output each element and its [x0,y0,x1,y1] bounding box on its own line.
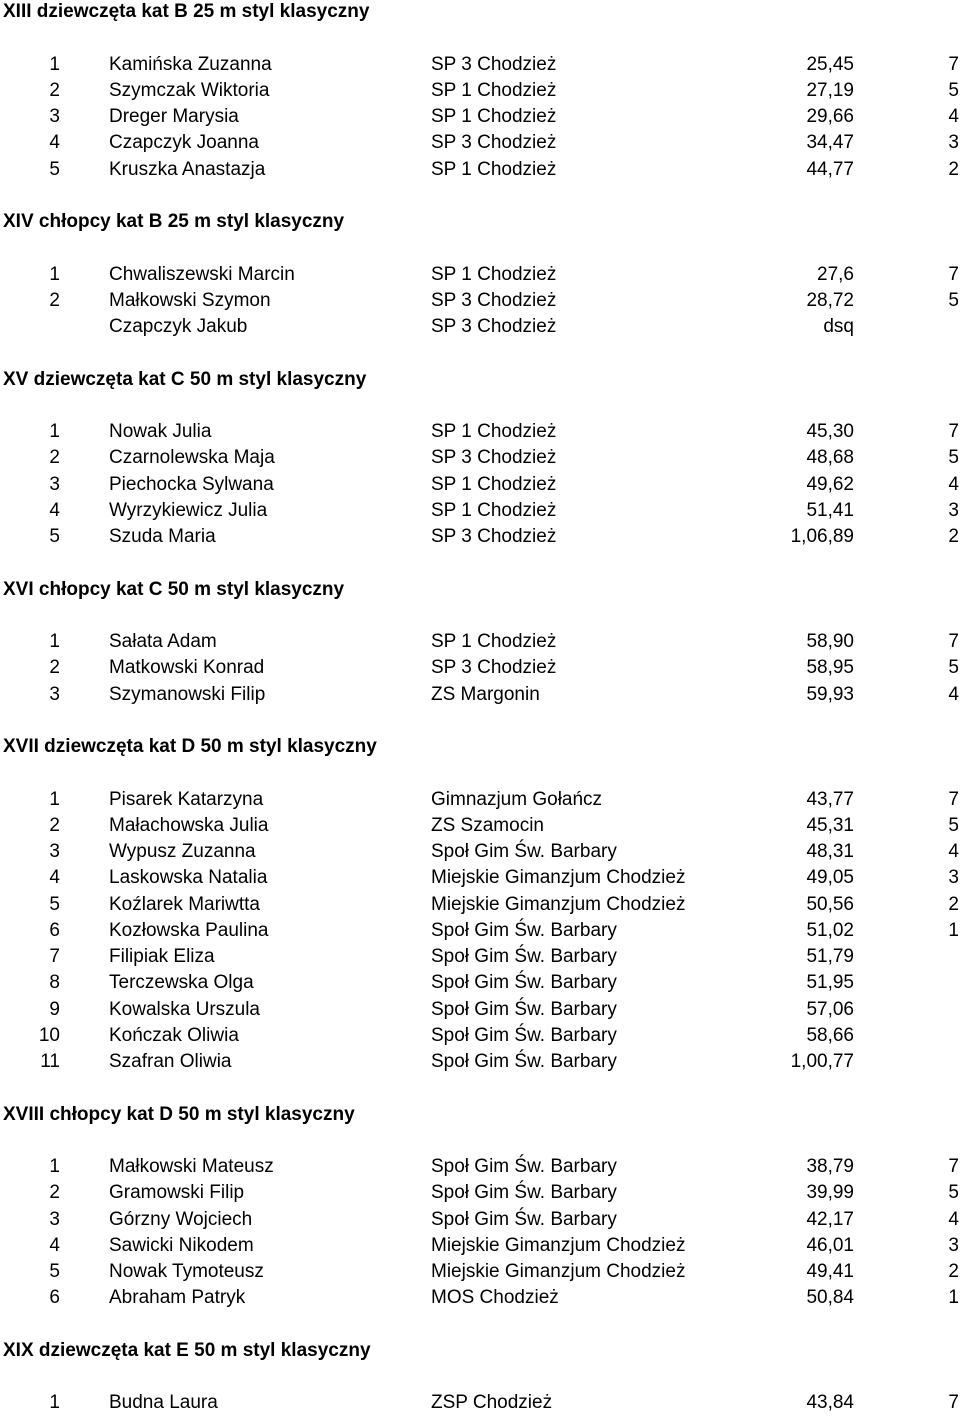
points-cell: 5 [948,79,959,101]
place-cell: 1 [49,421,60,442]
time-cell: 57,06 [806,998,854,1020]
swimmer-name-cell: Wyrzykiewicz Julia [109,499,268,521]
time-cell: 27,19 [806,79,854,101]
time-cell: 58,66 [806,1024,854,1046]
time-cell: 29,66 [806,106,854,127]
place-cell: 3 [49,841,60,862]
points-cell: 7 [948,263,959,285]
points-cell: 3 [948,132,959,154]
time-cell: 45,31 [806,814,854,836]
result-row [0,106,960,128]
result-row [0,631,960,653]
club-cell: Społ Gim Św. Barbary [431,1051,617,1072]
time-cell: 48,68 [806,447,854,469]
section-title: XIX dziewczęta kat E 50 m styl klasyczny [3,1339,371,1361]
points-cell: 2 [948,158,959,180]
section-title: XIII dziewczęta kat B 25 m styl klasyczny [3,1,370,22]
points-cell: 4 [948,106,959,127]
club-cell: Miejskie Gimanzjum Chodzież [431,893,686,915]
swimmer-name-cell: Czarnolewska Maja [109,447,275,469]
swimmer-name-cell: Chwaliszewski Marcin [109,263,295,285]
result-row [0,841,960,863]
time-cell: 1,06,89 [790,526,854,547]
time-cell: 44,77 [806,158,854,180]
swimmer-name-cell: Górzny Wojciech [109,1208,253,1230]
points-cell: 7 [948,631,959,652]
points-cell: 4 [948,841,959,862]
result-row [0,474,960,496]
result-row [0,972,960,994]
time-cell: 45,30 [806,421,854,442]
club-cell: Miejskie Gimanzjum Chodzież [431,1261,686,1282]
points-cell: 2 [948,1261,959,1282]
club-cell: ZSP Chodzież [431,1392,553,1414]
club-cell: SP 3 Chodzież [431,526,557,547]
section-title: XVII dziewczęta kat D 50 m styl klasyczny [3,736,377,757]
time-cell: 49,41 [806,1261,854,1282]
swimmer-name-cell: Kowalska Urszula [109,998,260,1020]
time-cell: dsq [823,316,854,337]
time-cell: 51,41 [806,499,854,521]
time-cell: 28,72 [806,289,854,311]
result-row [0,159,960,181]
result-row [0,920,960,942]
section-title: XV dziewczęta kat C 50 m styl klasyczny [3,368,367,390]
place-cell: 4 [49,499,60,521]
place-cell: 1 [49,1392,60,1414]
points-cell: 2 [948,526,959,547]
time-cell: 49,05 [806,867,854,889]
club-cell: ZS Margonin [431,683,540,705]
place-cell: 2 [49,289,60,311]
club-cell: ZS Szamocin [431,814,544,836]
swimmer-name-cell: Małkowski Szymon [109,289,271,311]
time-cell: 49,62 [806,473,854,495]
time-cell: 50,84 [806,1287,854,1309]
result-row [0,80,960,102]
result-row [0,1025,960,1047]
swimmer-name-cell: Budna Laura [109,1392,218,1414]
club-cell: Społ Gim Św. Barbary [431,998,617,1020]
points-cell: 7 [948,1156,959,1177]
place-cell: 1 [49,1156,60,1177]
place-cell: 5 [49,158,60,180]
swimmer-name-cell: Abraham Patryk [109,1287,246,1309]
place-cell: 1 [49,53,60,75]
result-row [0,946,960,968]
club-cell: SP 1 Chodzież [431,263,557,285]
result-row [0,290,960,312]
time-cell: 48,31 [806,841,854,862]
time-cell: 27,6 [817,263,854,285]
place-cell: 6 [49,1287,60,1309]
club-cell: Społ Gim Św. Barbary [431,972,617,994]
result-row [0,54,960,76]
club-cell: SP 1 Chodzież [431,79,557,101]
points-cell: 3 [948,499,959,521]
time-cell: 50,56 [806,893,854,915]
club-cell: Społ Gim Św. Barbary [431,841,617,862]
place-cell: 1 [49,631,60,652]
club-cell: Miejskie Gimanzjum Chodzież [431,1234,686,1256]
result-row [0,894,960,916]
place-cell: 11 [40,1051,60,1072]
points-cell: 7 [948,53,959,75]
result-row [0,684,960,706]
points-cell: 5 [948,1182,959,1204]
swimmer-name-cell: Dreger Marysia [109,106,239,127]
points-cell: 3 [948,1234,959,1256]
club-cell: SP 3 Chodzież [431,289,557,311]
time-cell: 39,99 [806,1182,854,1204]
swimmer-name-cell: Terczewska Olga [109,972,254,994]
result-row [0,815,960,837]
swimmer-name-cell: Sawicki Nikodem [109,1234,254,1256]
place-cell: 2 [49,79,60,101]
result-row [0,1051,960,1073]
place-cell: 5 [49,526,60,547]
swimmer-name-cell: Wypusz Zuzanna [109,841,256,862]
swimmer-name-cell: Szuda Maria [109,526,216,547]
result-row [0,657,960,679]
club-cell: Społ Gim Św. Barbary [431,1156,617,1177]
swimmer-name-cell: Gramowski Filip [109,1182,245,1204]
swimmer-name-cell: Czapczyk Jakub [109,316,248,337]
club-cell: SP 3 Chodzież [431,657,557,679]
time-cell: 51,02 [806,919,854,941]
swimmer-name-cell: Szymanowski Filip [109,683,266,705]
points-cell: 5 [948,657,959,679]
time-cell: 1,00,77 [790,1051,854,1072]
result-row [0,1287,960,1309]
time-cell: 58,90 [806,631,854,652]
swimmer-name-cell: Kamińska Zuzanna [109,53,272,75]
place-cell: 2 [49,1182,60,1204]
time-cell: 59,93 [806,683,854,705]
time-cell: 51,79 [806,946,854,967]
place-cell: 5 [49,893,60,915]
swimmer-name-cell: Nowak Julia [109,421,212,442]
club-cell: Społ Gim Św. Barbary [431,946,617,967]
swimmer-name-cell: Koźlarek Mariwtta [109,893,260,915]
club-cell: SP 1 Chodzież [431,158,557,180]
section-title: XIV chłopcy kat B 25 m styl klasyczny [3,211,345,232]
swimmer-name-cell: Matkowski Konrad [109,657,265,679]
points-cell: 2 [948,893,959,915]
place-cell: 9 [49,998,60,1020]
points-cell: 7 [948,788,959,810]
swimmer-name-cell: Sałata Adam [109,631,217,652]
time-cell: 34,47 [806,132,854,154]
points-cell: 5 [948,814,959,836]
swimmer-name-cell: Laskowska Natalia [109,867,268,889]
result-row [0,867,960,889]
place-cell: 2 [49,447,60,469]
place-cell: 10 [38,1024,60,1046]
place-cell: 7 [49,946,60,967]
place-cell: 1 [49,263,60,285]
time-cell: 42,17 [806,1208,854,1230]
swimmer-name-cell: Małachowska Julia [109,814,269,836]
swimmer-name-cell: Szafran Oliwia [109,1051,232,1072]
place-cell: 4 [49,1234,60,1256]
section-title: XVIII chłopcy kat D 50 m styl klasyczny [3,1103,355,1125]
result-row [0,1182,960,1204]
result-row [0,421,960,443]
place-cell: 3 [49,106,60,127]
club-cell: SP 3 Chodzież [431,447,557,469]
club-cell: SP 1 Chodzież [431,421,557,442]
points-cell: 3 [948,867,959,889]
swimmer-name-cell: Pisarek Katarzyna [109,788,264,810]
club-cell: SP 3 Chodzież [431,316,557,337]
club-cell: Gimnazjum Gołańcz [431,788,603,810]
place-cell: 2 [49,814,60,836]
club-cell: Miejskie Gimanzjum Chodzież [431,867,686,889]
result-row [0,500,960,522]
result-row [0,264,960,286]
swimmer-name-cell: Małkowski Mateusz [109,1156,274,1177]
place-cell: 3 [49,473,60,495]
club-cell: SP 3 Chodzież [431,53,557,75]
swimmer-name-cell: Filipiak Eliza [109,946,215,967]
points-cell: 1 [948,919,959,941]
place-cell: 4 [49,867,60,889]
time-cell: 58,95 [806,657,854,679]
club-cell: SP 1 Chodzież [431,106,557,127]
place-cell: 6 [49,919,60,941]
result-row [0,132,960,154]
place-cell: 3 [49,1208,60,1230]
time-cell: 43,84 [806,1392,854,1414]
points-cell: 4 [948,473,959,495]
swimmer-name-cell: Piechocka Sylwana [109,473,274,495]
points-cell: 5 [948,289,959,311]
time-cell: 43,77 [806,788,854,810]
club-cell: MOS Chodzież [431,1287,559,1309]
points-cell: 7 [948,1392,959,1414]
club-cell: Społ Gim Św. Barbary [431,1208,617,1230]
place-cell: 4 [49,132,60,154]
swimmer-name-cell: Kruszka Anastazja [109,158,266,180]
result-row [0,789,960,811]
time-cell: 25,45 [806,53,854,75]
swimmer-name-cell: Kozłowska Paulina [109,919,269,941]
club-cell: SP 1 Chodzież [431,473,557,495]
result-row [0,1156,960,1178]
club-cell: SP 3 Chodzież [431,132,557,154]
swimmer-name-cell: Nowak Tymoteusz [109,1261,264,1282]
result-row [0,1209,960,1231]
result-row [0,526,960,548]
place-cell: 3 [49,683,60,705]
swimmer-name-cell: Szymczak Wiktoria [109,79,270,101]
place-cell: 5 [49,1261,60,1282]
points-cell: 4 [948,1208,959,1230]
result-row [0,1235,960,1257]
points-cell: 4 [948,683,959,705]
result-row [0,999,960,1021]
club-cell: Społ Gim Św. Barbary [431,1024,617,1046]
club-cell: SP 1 Chodzież [431,631,557,652]
section-title: XVI chłopcy kat C 50 m styl klasyczny [3,578,345,600]
points-cell: 5 [948,447,959,469]
points-cell: 7 [948,421,959,442]
time-cell: 46,01 [806,1234,854,1256]
place-cell: 1 [49,788,60,810]
points-cell: 1 [948,1287,959,1309]
time-cell: 38,79 [806,1156,854,1177]
time-cell: 51,95 [806,972,854,994]
club-cell: SP 1 Chodzież [431,499,557,521]
result-row [0,447,960,469]
result-row [0,316,960,338]
result-row [0,1392,960,1414]
place-cell: 8 [49,972,60,994]
result-row [0,1261,960,1283]
club-cell: Społ Gim Św. Barbary [431,1182,617,1204]
place-cell: 2 [49,657,60,679]
swimmer-name-cell: Czapczyk Joanna [109,132,259,154]
club-cell: Społ Gim Św. Barbary [431,919,617,941]
swimmer-name-cell: Kończak Oliwia [109,1024,239,1046]
